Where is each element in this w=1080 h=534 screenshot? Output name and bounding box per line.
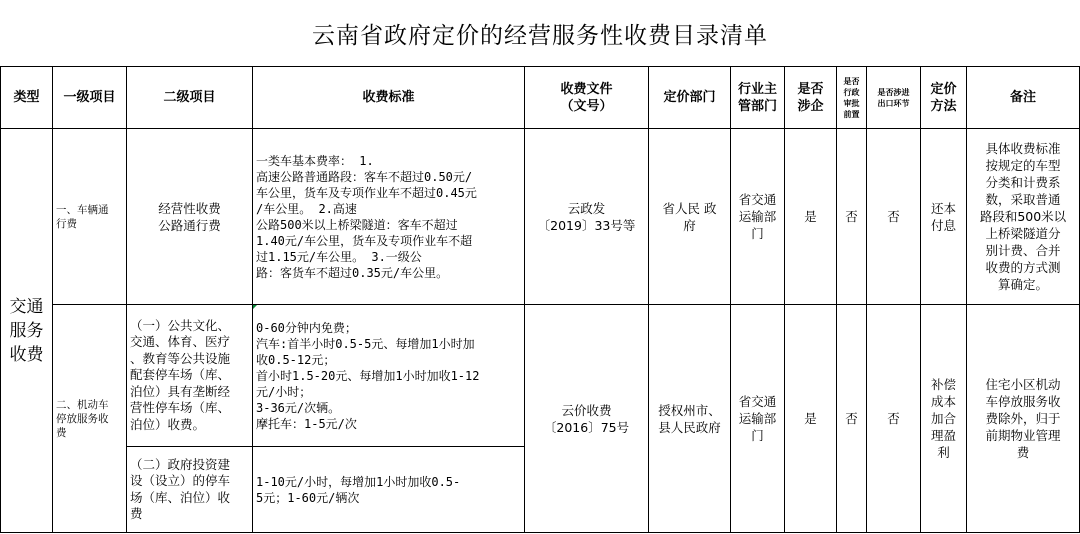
involves-enterprise-cell: 是 — [785, 129, 837, 305]
doc-cell: 云政发 〔2019〕33号等 — [525, 129, 649, 305]
method-cell: 还本 付息 — [921, 129, 967, 305]
category-cell: 交通 服务 收费 — [1, 129, 53, 533]
remark-cell: 住宅小区机动 车停放服务收 费除外，归于 前期物业管理 费 — [967, 305, 1080, 533]
industry-cell: 省交通 运输部 门 — [731, 305, 785, 533]
header-level1: 一级项目 — [53, 67, 127, 129]
standard-cell — [253, 305, 525, 447]
standard-text: 0-60分钟内免费； 汽车:首半小时0.5-5元、每增加1小时加 收0.5-12元； 首小时1.5-20元、每增加1小时加收1-12 元/小时； 3-36元/次辆。 摩托车：1-5元/次 — [256, 320, 480, 431]
gov-approval-cell: 否 — [837, 305, 867, 533]
header-remark: 备注 — [967, 67, 1080, 129]
cell-comment-marker — [253, 305, 257, 309]
dept-cell: 授权州市、 县人民政府 — [649, 305, 731, 533]
import-export-cell: 否 — [867, 129, 921, 305]
header-doc: 收费文件 （文号） — [525, 67, 649, 129]
industry-cell: 省交通 运输部 门 — [731, 129, 785, 305]
level2-cell: （二）政府投资建 设（设立）的停车 场（库、泊位）收 费 — [127, 447, 253, 533]
remark-cell: 具体收费标准 按规定的车型 分类和计费系 数，采取普通 路段和500米以 上桥梁隧道分 别计费、合并 收费的方式测 算确定。 — [967, 129, 1080, 305]
level1-cell: 一、车辆通 行费 — [53, 129, 127, 305]
standard-cell: 一类车基本费率： 1. 高速公路普通路段：客车不超过0.50元/ 车公里，货车及专项作业车不超过0.45元 /车公里。 2.高速 公路500米以上桥梁隧道：客车不超过 1.40元/车公里，货车及专项作业车不超 过1.15元/车公里。 3.一级公 路：客货车不超过0.35元/车公里。 — [253, 129, 525, 305]
header-industry: 行业主 管部门 — [731, 67, 785, 129]
header-method: 定价 方法 — [921, 67, 967, 129]
gov-approval-cell: 否 — [837, 129, 867, 305]
involves-enterprise-cell: 是 — [785, 305, 837, 533]
header-gov-approval: 是否 行政 审批 前置 — [837, 67, 867, 129]
header-type: 类型 — [1, 67, 53, 129]
table-row — [1, 305, 1080, 447]
header-import-export: 是否涉进 出口环节 — [867, 67, 921, 129]
dept-cell: 省人民 政 府 — [649, 129, 731, 305]
header-involves-enterprise: 是否 涉企 — [785, 67, 837, 129]
header-level2: 二级项目 — [127, 67, 253, 129]
level2-cell: （一）公共文化、 交通、体育、医疗 、教育等公共设施 配套停车场（库、 泊位）具有垄断经 营性停车场（库、 泊位）收费。 — [127, 305, 253, 447]
header-row — [1, 67, 1080, 129]
table-row — [1, 129, 1080, 305]
method-cell: 补偿 成本 加合 理盈 利 — [921, 305, 967, 533]
header-dept: 定价部门 — [649, 67, 731, 129]
page-title: 云南省政府定价的经营服务性收费目录清单 — [312, 22, 768, 49]
fee-catalog-table — [0, 66, 1080, 533]
import-export-cell: 否 — [867, 305, 921, 533]
standard-cell: 1-10元/小时，每增加1小时加收0.5- 5元；1-60元/辆次 — [253, 447, 525, 533]
level1-cell: 二、机动车 停放服务收 费 — [53, 305, 127, 533]
header-standard: 收费标准 — [253, 67, 525, 129]
doc-cell: 云价收费 〔2016〕75号 — [525, 305, 649, 533]
level2-cell: 经营性收费 公路通行费 — [127, 129, 253, 305]
